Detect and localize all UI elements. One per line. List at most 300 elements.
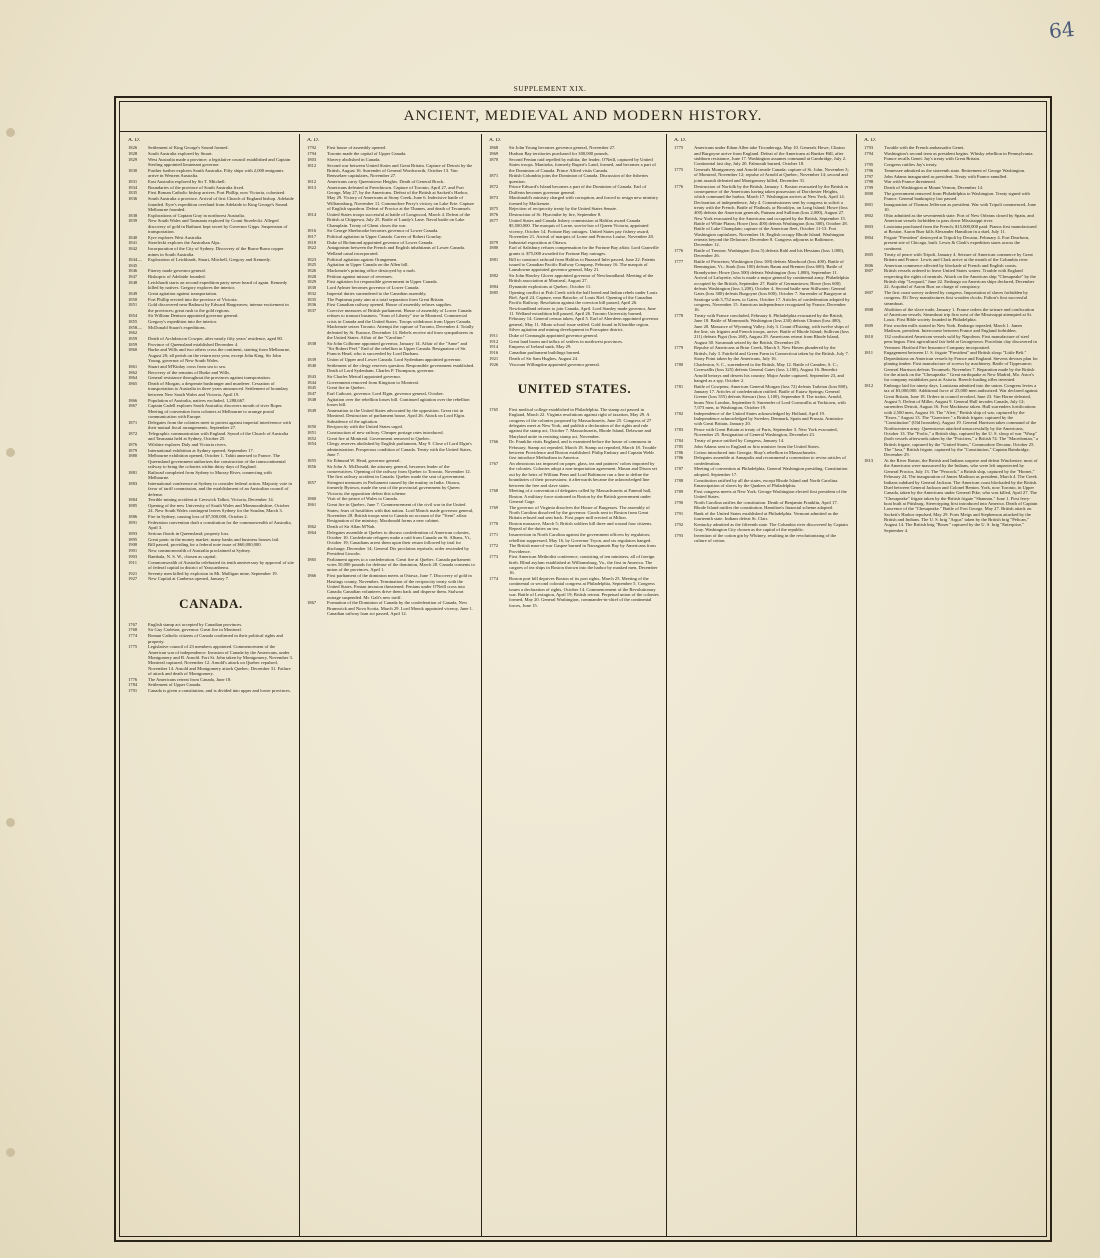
timeline-entry (128, 503, 294, 514)
timeline-entry (307, 245, 475, 256)
entry-year: 1841 (128, 240, 138, 246)
supplement-label: SUPPLEMENT XIX. (513, 84, 587, 93)
entry-year: 1851 (128, 302, 138, 308)
entry-text: An obnoxious tax imposed on paper, glass, tea and painters' colors imported by the colonies. Colonies adopt a non-importation agreement. Mason and Dixon set out by the heirs of William Penn and Lord Baltimore run a line to define the boundaries of their possessions; it afterwards became the acknowledged line between the free and slave states. (509, 461, 657, 488)
timeline-entry (307, 374, 475, 379)
timeline-entry (307, 151, 475, 156)
entry-year: 1851 (307, 429, 317, 435)
timeline-entry (128, 280, 294, 291)
timeline-entry (128, 560, 294, 571)
entry-text: Delegates assemble at Quebec to discuss confederation of American colonies, October 10. Confederate refugees make a raid from Canada on St. Albans, Vt., October 19; Canadians arrest them upon their return followed by trial for discharge, December 14; General Dix proclaims reprisals; order rescinded by President Lincoln. (327, 529, 472, 557)
entry-year: 1812 (307, 162, 317, 168)
timeline-entry (307, 385, 475, 390)
entry-text: Political agitation against Orangemen. (327, 256, 398, 262)
timeline-entry (489, 488, 660, 504)
entry-year: 1864 (307, 529, 317, 535)
entry-year: 1866 (307, 573, 317, 579)
timeline-entry (307, 257, 475, 262)
entry-text: Abolition of the slave trade, January 1. France orders the seizure and confiscation of American vessels. Steamboat trip first west of the Mississippi attempted at St. Louis. First Bible society founded in Philadelphia. (884, 306, 1035, 323)
entry-text: Formation of the Dominion of Canada by the confederation of Canada, New Brunswick and Nova Scotia, March 29. Lord Monck appointed viceroy, June 1. Canadian railway loan act passed, April 12. (327, 600, 474, 617)
timeline-entry (489, 362, 660, 367)
timeline-entry (128, 240, 294, 245)
column-divider (666, 134, 667, 1236)
entry-year: 1845 (307, 385, 317, 391)
entry-text: Industrial exposition at Ottawa. (509, 239, 567, 245)
timeline-entry (864, 252, 1038, 263)
entry-year: 1914 (489, 344, 499, 350)
timeline-entry (489, 151, 660, 156)
timeline-entry (307, 458, 475, 463)
entry-year: 1781 (674, 383, 684, 389)
entry-year: 1842 (128, 246, 138, 252)
entry-year: 1813 (864, 458, 874, 464)
entry-year: 1846 (128, 268, 138, 274)
entry-text: First congress meets at New York. George Washington elected first president of the United States. (694, 488, 847, 499)
timeline-entry (307, 363, 475, 374)
entry-year: 1840 (307, 362, 317, 368)
column-4 (668, 138, 856, 1234)
entry-text: Petition against misuse of revenues. (327, 273, 393, 279)
entry-year: 1884 (489, 284, 499, 290)
entry-text: Boundaries of the province of South Australia fixed. (148, 184, 245, 190)
entry-year: 1912 (489, 338, 499, 344)
timeline-entry (128, 268, 294, 273)
timeline-entry (307, 557, 475, 573)
entry-text: Frigate "President" destroyed at Tripoli by Decatur, February 4. Fort Dearborn, present site of Chicago, built. Lewis & Clark's expedition starts across the continent. (884, 235, 1030, 251)
entry-text: Americans carry Queenstown Heights. Death of General Brock. (327, 178, 445, 184)
entry-year: 1867 (307, 600, 317, 606)
entry-year: 1873 (489, 195, 499, 201)
entry-text: At the River Raisin, the British and Indians surprise and defeat Winchester; most of the Americans were massacred by the Indians, who were left unprotected by General Proctor, July 13. The "Peacock," a British ship, captured by the "Hornet," February 24. The inauguration of James Madison as president, March 4. The Creek Indians subdued by General Jackson. The American coast blockaded by the British. Duel between General Jackson and Colonel Benton. York, now Toronto, in Upper Canada, taken by the Americans under General Pike, who was killed, April 27. The "Chesapeake" frigate taken by the British frigate "Shannon," June 1. First ferry-boat built at Pittsburg. Stereotyping first introduced into America. Death of Captain Lawrence of the "Chesapeake." Battle of Fort George, May 27. British attack on Sackett's Harbor repulsed, May 29. Forts Meigs and Stephenson attacked by the British and Indians. The U. S. brig "Argus" taken by the British brig "Pelican," August 14. The British brig "Boxer" captured by the U. S. brig "Enterprise," September 4. (884, 458, 1038, 533)
entry-year: 1774 (128, 633, 138, 639)
entry-year: 1768 (489, 488, 499, 494)
entry-text: Coercive measures of British parliament. House of assembly of Lower Canada refuses to transact business. "Sons of Liberty" rise in Montreal. Commercial crisis in Canada and the United States. Troops withdrawn from Upper Canada. Mackenzie seizes Toronto. Attempt the capture of Toronto, December 4. Totally defeated by St. Eustace, December 14. Rebels receive aid from sympathizers in the United States. Affair of the "Caroline." (327, 308, 474, 340)
timeline-entry (128, 291, 294, 296)
entry-year: 1835 (307, 296, 317, 302)
timeline-entry (128, 688, 294, 693)
timeline-entry (307, 341, 475, 357)
timeline-entry (489, 173, 660, 184)
revolution-entries (674, 145, 850, 543)
timeline-entry (128, 542, 294, 547)
entry-text: Invention of the cotton gin by Whitney, resulting in the revolutionizing of the culture of cotton. (694, 532, 837, 544)
entry-text: Bank of the United States established at Philadelphia. Vermont admitted as the fourteenth state. Indians defeat St. Clair. (694, 510, 839, 522)
entry-text: Canadian parliament buildings burned. (509, 350, 581, 356)
entry-text: Opening conflict at Fish Creek with the half breed and Indian rebels under Louis Riel, April 24. Capture, near Batoche, of Louis Riel. Opening of the Canadian Pacific Railway. Resolution against the coercion bill passed, April 26. Newfoundland refuses to join Canada, April. Lord Stanley made governor, June 11. Welland extradition bill passed, April 26. Toronto University burned, February 14. General census taken, April 5. Earl of Aberdeen appointed governor general, May 11. Minto school issue settled. Gold found in Klondike region. Silver agitation and mining development in Porcupine district. (509, 289, 659, 333)
entry-text: New Capital at Canberra opened, January 7. (148, 576, 230, 582)
entry-year: 1839 (307, 357, 317, 362)
entry-text: Tennessee admitted as the sixteenth state. Retirement of George Washington. (884, 167, 1026, 173)
timeline-entry (674, 384, 850, 411)
timeline-entry (489, 532, 660, 543)
entry-year: 1790 (674, 499, 684, 505)
entry-year: 1769 (489, 504, 499, 510)
entry-text: Second Fenian raid repelled by militia; the leader, O'Neill, captured by United States troops. Manitoba, formerly Rupert's Land, formed, and becomes a part of the Dominion of Canada. Prince Alfred visits Canada. (509, 156, 656, 173)
entry-text: Louisiana purchased from the French; $15,000,000 paid. Pianos first manufactured at Boston. Aaron Burr kills Alexander Hamilton in a duel, July 11. (884, 224, 1037, 235)
entry-text: Gregory's expedition into the interior. (148, 319, 218, 325)
entry-year: 1775 (128, 644, 138, 650)
entry-text: Hudson Bay territories purchased for 300,000 pounds. (509, 151, 609, 157)
entry-year: 1803 (307, 156, 317, 162)
entry-year: 1832 (307, 290, 317, 296)
timeline-entry (674, 145, 850, 166)
timeline-entry (307, 212, 475, 228)
timeline-entry (864, 202, 1038, 213)
entry-year: 1872 (128, 430, 138, 436)
timeline-entry (128, 537, 294, 542)
timeline-entry (128, 213, 294, 218)
entry-year: 1784 (674, 438, 684, 444)
entry-text: Insurrection in North Carolina against the government officers by regulators; rebellion suppressed, May 16, by Governor Tryon, and six regulators hanged. (509, 532, 652, 543)
timeline-entry (674, 500, 850, 511)
column-divider (481, 134, 482, 1236)
entry-year: 1847 (128, 274, 138, 280)
entry-text: Leichhardt starts on second expedition party never heard of again. Kennedy killed by natives. Gregory explores the interior. (148, 279, 288, 291)
entry-year: 1855 (128, 319, 138, 325)
entry-text: Sir John Hawley Glover appointed governor of Newfoundland. Meeting of the British association at Montreal, August 27. (509, 272, 654, 284)
entry-text: New South Wales and Tasmania explored by Count Strzelecki. Alleged discovery of gold in Bathurst kept secret by Governor Gipps. Suspension of transportation. (148, 218, 288, 235)
entry-year: 1783 (674, 427, 684, 433)
entry-year: 1850 (128, 296, 138, 302)
entry-text: Bambala, N. S. W., chosen as capital. (148, 553, 217, 559)
timeline-entry (489, 184, 660, 195)
timeline-entry (128, 677, 294, 682)
entry-year: 1835 (128, 190, 138, 196)
entry-text: Battle of Cowpens; American General Morgan (loss 72) defeats Tarleton (loss 800), January 17. Articles of confederation ratified. Battle of Eutaw Springs; General Greene (loss 555) defeats Stewart (loss 1,100), September 8. The traitor, Arnold, burns New London, September 6. Surrender of Lord Cornwallis at Yorktown, with 7,073 men, to Washington, October 19. (694, 383, 848, 410)
timeline-entry (128, 364, 294, 369)
entry-text: The Papineau party aim at a total separation from Great Britain. (327, 296, 445, 302)
timeline-entry (307, 573, 475, 600)
entry-text: Macdonald's ministry charged with corruption, and forced to resign new ministry formed by Mackenzie. (509, 195, 659, 206)
entry-year: 1857 (307, 480, 317, 486)
timeline-entry (674, 438, 850, 443)
entry-text: Death of Archdeacon Cowper, after nearly fifty years' residence, aged 80. (148, 336, 283, 342)
timeline-entry (489, 576, 660, 608)
entry-text: Repulse of Americans at Briar Creek, March 3. New Haven plundered by the British, July 3. Fairfield and Green Farm in Connecticut taken by the British, July 7. Stony Point taken by the Americans, July 16. (694, 345, 849, 362)
timeline-entry (489, 356, 660, 361)
entry-year: 1817 (307, 233, 317, 239)
timeline-entry (489, 257, 660, 273)
entry-text: Embargo laid for ninety days. Louisiana admitted into the union. Congress levies a tax of $3,000,000. Additional force of 25,000 men authorized. War declared against Great Britain, June 18. Orders in council revoked, June 23. Van Horne defeated, August 5. Defeat of Miller, August 9. General Hull invades Canada, July 12; surrenders Detroit, August 16. Fort Mackinaw taken. Hull surrenders fortifications with 2,500 men, August 16. The "Alert," British ship of war, captured by the "Essex," August 13. The "Guerriere," a British frigate, captured by the "Constitution" (Old Ironsides), August 19. General Harrison takes command of the Northwestern army. Queenstown attacked unsuccessfully by the Americans, October 13. The "Frolic," a British ship, captured by the U. S. sloop of war "Wasp" (both vessels afterwards taken by the "Poictiers," a British 74. The "Macedonian," a British frigate, captured by the "United States," Commodore Decatur, October 25. The "Java," British frigate, captured by the "Constitution," Captain Bainbridge, December 29. (884, 382, 1038, 458)
timeline-entry (489, 554, 660, 575)
entry-year: 1847 (307, 391, 317, 397)
entry-text: Peace with Great Britain at treaty of Paris, September 3. New York evacuated, November 25. Resignation of General Washington, December 23. (694, 427, 838, 438)
entry-year: 1792 (674, 521, 684, 527)
entry-year: 1793 (674, 532, 684, 538)
timeline-entry (128, 313, 294, 318)
entry-text: Sir Guy Carleton, governor. Great fire in Montreal. (148, 627, 242, 633)
entry-text: General resistance throughout the provinces against transportation. (148, 375, 271, 381)
entry-year: 1797 (864, 173, 874, 179)
entry-year: 1787 (674, 466, 684, 472)
entry-text: Cotton introduced into Georgia. Shay's rebellion in Massachusetts. (694, 449, 817, 455)
entry-year: 1869 (489, 151, 499, 157)
timeline-entry (128, 554, 294, 559)
entry-year: 1794 (864, 151, 874, 157)
entry-year: 1798 (864, 179, 874, 185)
entry-year: 1802 (864, 212, 874, 218)
entry-text: Meeting of a convention of delegates called by Massachusetts at Faneuil hall, Boston. A military force stationed in Boston by the British government under General Gage. (509, 488, 652, 504)
entry-year: 1926 (489, 361, 499, 367)
entry-year: 1811 (864, 350, 874, 356)
entry-text: Roman Catholic citizens of Canada confirmed in their political rights and property. (148, 633, 283, 644)
timeline-entry (674, 313, 850, 345)
entry-text: Washington's second term as president begins. Whisky rebellion in Pennsylvania. France recalls Genet. Jay's treaty with Great Britain. (884, 151, 1034, 162)
timeline-entry (864, 458, 1038, 533)
page-number: 64 (1047, 16, 1076, 44)
entry-text: Treaty with France concluded, February 6. Philadelphia evacuated by the British, June 18. Battle of Monmouth; Washington (loss 230) defeats Clinton (loss 400), June 28. Massacre of Wyoming Valley, July 3. Count d'Estaing, with twelve ships of the line, six frigates and French troops, arrive. Battle of Rhode Island; Sullivan (loss 211) defeats Pigot (loss 260), August 29. Americans retreat from Rhode Island, August 30. Savannah seized by the British, December 29. (694, 312, 849, 345)
timeline-entry (489, 344, 660, 349)
entry-text: Boston port bill deprives Boston of its port rights, March 25. Meeting of the continental or second colonial congress at Philadelphia, September 5. Congress issues a declaration of rights, October 14. Commencement of the Revolutionary war. Battle of Lexington, April 19; British retreat. Perpetual union of the colonies formed, May 20. General Washington, commander-in-chief of the continental forces, June 15. (509, 576, 659, 608)
entry-text: Sir George Sherbrooke becomes governor of Lower Canada. (327, 228, 439, 234)
entry-text: First medical college established in Philadelphia. The stamp act passed in England, March 22. Virginia resolutions against right of taxation, May 29. A congress of the colonies proposed by Massachusetts, June 25. Congress of 27 delegates meet at New York, and publish a declaration of the rights and rule against the stamp act, October 7. Massachusetts, Rhode Island, Delaware and Maryland unite in resisting stamp act, November. (509, 406, 652, 439)
timeline-entry (307, 163, 475, 179)
timeline-entry (307, 262, 475, 267)
entry-year: 1766 (489, 439, 499, 445)
entry-text: Death of Washington at Mount Vernon, December 14. (884, 185, 984, 191)
timeline-entry (128, 448, 294, 453)
entry-year: 1808 (864, 306, 874, 312)
timeline-entry (128, 633, 294, 644)
entry-year: 1856 (307, 463, 317, 469)
entry-text: Railroad completed from Sydney to Murray River, connecting with Melbourne. (148, 469, 272, 481)
entry-text: British vessels ordered to leave United States waters. Trouble with England respecting the rights of neutrals. Attack on the American ship "Chesapeake" by the British ship "Leopard," June 22. Embargo on American ships declared, December 22. Acquittal of Aaron Burr on charge of conspiracy. (884, 268, 1036, 290)
entry-year: 1814 (307, 211, 317, 217)
entry-year: 1825 (307, 262, 317, 268)
timeline-entry (307, 302, 475, 307)
entry-text: First American Methodist conference, consisting of ten ministers, all of foreign birth. Blind asylum established at Williamsburg, Va., the first in America. The cargoes of tea ships in Boston thrown into the harbor by masked men, December 16. (509, 554, 658, 576)
entry-year: 1884 (128, 497, 138, 503)
timeline-entry (864, 263, 1038, 268)
entry-year: 1876 (128, 441, 138, 447)
entry-year: 1848 (128, 279, 138, 285)
entry-text: Americans defeated at Frenchtown. Capture of Toronto, April 27, and Fort George, May 27, by the Americans. Defeat of the British at Sackett's Harbor, May 29. Victory of Americans at Stony Creek, June 6. Indecisive battle of Williamsburg, November 11. Commodore Perry's victory on Lake Erie. Capture of English squadron. Defeat of Proctor at the Thames, and death of Tecumseh. (327, 184, 475, 212)
timeline-entry (307, 397, 475, 408)
entry-text: North Carolina ratifies the constitution. Death of Benjamin Franklin, April 17. Rhode Island ratifies the constitution. Hamilton's financial scheme adopted. (694, 499, 838, 511)
entry-year: 1792 (307, 145, 317, 151)
entry-year: 1872 (489, 184, 499, 190)
entry-year: 1875 (489, 206, 499, 212)
entry-text: Agitation over the rebellion losses bill. Continued agitation over the rebellion losses bill. (327, 396, 470, 408)
entry-text: Opening of the new University of South Wales and Monmouthshire, October 24. New South Wales contingent leaves Sydney for the Soudan, March 3. (148, 502, 290, 514)
entry-text: Province of Queensland established December 4. (148, 341, 239, 347)
timeline-entry (489, 439, 660, 460)
timeline-entry (307, 600, 475, 616)
entry-year: 1868 (489, 145, 499, 151)
entry-text: Sir William Denison appointed governor general. (148, 313, 239, 319)
entry-year: 1768 (128, 627, 138, 633)
entry-year: 1879 (489, 239, 499, 245)
entry-year: 1770 (489, 521, 499, 527)
timeline-entry (489, 339, 660, 344)
timeline-entry (674, 259, 850, 312)
entry-text: Serious floods in Queensland; property loss. (148, 530, 230, 536)
entry-year: 1828 (307, 273, 317, 279)
entry-text: Melbourne exhibition opened, October 1. Tahiti annexed to France. The Queensland government authorizes the construction of the transcontinental railway to bring the colonies within thirty days of England. (148, 453, 286, 469)
entry-year: 1799 (864, 185, 874, 191)
timeline-entry (674, 444, 850, 449)
entry-year: 1849 (307, 407, 317, 413)
timeline-entry (307, 240, 475, 245)
entry-year: 1805 (864, 251, 874, 257)
timeline-entry (674, 184, 850, 248)
entry-text: Population of Australia, natives excluded, 1,288,667. (148, 397, 246, 403)
entry-year: 1767 (489, 461, 499, 467)
entry-text: English stamp act accepted by Canadian provinces. (148, 621, 243, 627)
entry-year: 1782 (674, 410, 684, 416)
timeline-entry (128, 347, 294, 363)
entry-text: Antagonism between the French and English inhabitants of Lower Canada. Welland canal incorporated. (327, 245, 466, 256)
entry-year: 1849 (128, 290, 138, 296)
entry-text: First house of assembly opened. (327, 145, 387, 151)
timeline-entry (674, 450, 850, 455)
entry-text: Terrible mining accident at Creswick Talbot, Victoria, December 14. (148, 497, 274, 503)
entry-text: Inauguration of Thomas Jefferson as president. War with Tripoli commenced, June 10. (884, 201, 1036, 213)
entry-text: Annexation to the United States advocated by the opposition. Great riot in Montreal. Destruction of parliament house, April 26. Attack on Lord Elgin. Subsidence of the agitation. (327, 407, 466, 424)
timeline-entry (674, 478, 850, 489)
ad-label: A. D. (307, 138, 320, 143)
early-republic-entries (864, 145, 1038, 533)
entry-text: Sir John Colborne appointed governor, January 14. Affair of the "Anne" and "Sir Robert Peel." End of the rebellion in Upper Canada. Resignation of Sir Francis Head, who is succeeded by Lord Durham. (327, 340, 468, 357)
entry-year: 1836 (128, 196, 138, 202)
entry-text: Federation convention draft a constitution for the commonwealth of Australia, April 3. (148, 519, 292, 531)
timeline-entry (307, 145, 475, 150)
entry-text: Great fire in Quebec, June 7. Commencement of the civil war in the United States; fears of hostilities with that nation. Lord Monck made governor general, November 28. British troops sent to Canada on account of the "Trent" affair. Resignation of the ministry; Macdonald forms a new cabinet. (327, 502, 474, 524)
entry-year: 1800 (864, 190, 874, 196)
entry-text: Stringent measures in Parliament caused by the mutiny in India. Ottawa, formerly Bytown, made the seat of the provincial government by Queen Victoria; the opposition defeat this scheme. (327, 480, 461, 496)
entry-text: Construction of new railway. Cheaper postage rates introduced. (327, 429, 444, 435)
entry-text: Gold discovered near Bathurst by Edward Hargreaves; intense excitement in the provinces; great rush to the gold regions. (148, 302, 289, 313)
timeline-entry (864, 145, 1038, 150)
entry-year: 1775 (674, 145, 684, 151)
timeline-entry (128, 420, 294, 431)
timeline-entry (128, 470, 294, 481)
entry-text: Ohio admitted as the seventeenth state. Port of New Orleans closed by Spain, and American vessels forbidden to pass down Mississippi river. (884, 212, 1034, 224)
entry-text: Great agitation against transportation. (148, 290, 218, 296)
entry-text: Further further explores South Australia. Fifty ships with 2,000 emigrants arrive in Western Australia. (148, 167, 284, 179)
entry-year: 1822 (307, 245, 317, 251)
timeline-entry (128, 622, 294, 627)
entry-text: Imperial duties surrendered to the Canadian assembly. (327, 290, 427, 296)
timeline-entry (307, 424, 475, 429)
entry-year: 1812 (864, 382, 874, 388)
entry-text: Explorations of Captain Gray in northwest Australia. (148, 212, 246, 218)
entry-text: Battle of Princeton; Washington (loss 100) defeats Mawhood (loss 400). Battle of Bennington, Vt.; Stark (loss 100) defeats Baum and Bremen (loss 600). Battle of Brandywine; Howe (loss 500) defeats Washington (loss 1,000), September 11. Arrival of Lafayette, who is made a major general by continental army. Philadelphia occupied by the British, September 27. Battle of Germantown; Howe (loss 600) defeats Washington (loss 1,200), October 4. Second battle near Stillwater; General Gates (loss 300) defeats Burgoyne (loss 600), October 7. Surrender of Burgoyne at Saratoga with 5,752 men, to Gates, October 17. Articles of confederation adopted by congress, November 15. American independence recognized by France, December 16. (694, 259, 850, 313)
entry-year: 1882 (489, 272, 499, 278)
timeline-entry (307, 357, 475, 362)
timeline-entry (128, 157, 294, 168)
timeline-entry (128, 168, 294, 179)
timeline-entry (864, 383, 1038, 458)
timeline-entry (489, 543, 660, 554)
entry-text: Union of Upper and Lower Canada. Lord Sydenham appointed governor. (327, 357, 462, 362)
timeline-entry (864, 213, 1038, 224)
entry-text: American commerce affected by blockade of French and English coasts. (884, 262, 1018, 268)
timeline-entry (307, 308, 475, 340)
entry-year: 1767 (128, 621, 138, 627)
entry-year: 1921 (128, 570, 138, 576)
entry-year: 1830 (128, 167, 138, 173)
entry-text: Fort Phillip erected into the province of Victoria. (148, 296, 238, 302)
column-divider (856, 134, 857, 1236)
timeline-entry (128, 179, 294, 184)
entry-year: 1885 (128, 502, 138, 508)
entry-year: 1881 (128, 469, 138, 475)
timeline-entry (307, 228, 475, 233)
entry-year: 1895 (128, 536, 138, 542)
entry-text: Political agitation in Upper Canada. Career of Robert Gourlay. (327, 233, 443, 239)
timeline-entry (128, 319, 294, 324)
timeline-entry (128, 571, 294, 576)
entry-text: Strzelecki explores the Australian Alps. (148, 240, 221, 246)
timeline-entry (307, 430, 475, 435)
entry-year: 1862 (128, 369, 138, 375)
entry-year: 1813 (307, 184, 317, 190)
timeline-entry (489, 461, 660, 488)
entry-year: 1859 (128, 341, 138, 347)
entry-year: 1867 (128, 403, 138, 409)
entry-year: 1803 (864, 224, 874, 230)
timeline-entry (489, 284, 660, 289)
timeline-entry (674, 466, 850, 477)
timeline-entry (128, 302, 294, 313)
entry-year: 1831 (128, 178, 138, 184)
entry-text: War with France threatened. (884, 179, 936, 185)
entry-text: First woolen mills started in New York. Embargo repealed, March 1. James Madison, president. Intercourse between France and England forbidden. (884, 322, 1023, 334)
timeline-entry (674, 533, 850, 544)
ad-label: A. D. (864, 138, 877, 143)
entry-year: 1776 (128, 676, 138, 682)
timeline-entry (128, 196, 294, 212)
entry-year: 1911 (489, 332, 499, 338)
timeline-entry (307, 464, 475, 480)
timeline-entry (307, 524, 475, 529)
timeline-entry (489, 240, 660, 245)
entry-year: 1893 (128, 530, 138, 536)
timeline-entry (307, 380, 475, 385)
column-5 (858, 138, 1044, 1234)
united-states-heading: UNITED STATES. (517, 380, 632, 396)
entry-year: 1780 (674, 361, 684, 367)
timeline-entry (864, 168, 1038, 173)
timeline-entry (489, 290, 660, 333)
entry-year: 1836 (307, 302, 317, 308)
entry-text: The first coast survey ordered by congress. Importation of slaves forbidden by congress. Eli Terry manufactures first wooden clocks. Fulton's first successful steamboat. (884, 290, 1028, 306)
entry-text: Stuart and M'Kinlay cross from sea to sea. (148, 363, 226, 369)
timeline-entry (128, 342, 294, 347)
canada-heading: CANADA. (179, 595, 243, 611)
entry-text: Clergy reserves abolished by English parliament, May 9. Close of Lord Elgin's administration. Prosperous condition of Canada. Treaty with the United States, June 7. (327, 441, 472, 458)
entry-text: Incorporation of the City of Sydney. Discovery of the Burra-Burra copper mines in South Australia. (148, 246, 284, 257)
entry-year: 1786 (674, 455, 684, 461)
timeline-entry (128, 257, 294, 268)
entry-text: Bishopric of Adelaide founded. (148, 274, 206, 280)
timeline-entry (489, 195, 660, 206)
entry-text: Duke of Richmond appointed governor of Lower Canada. (327, 239, 434, 245)
entry-year: 1838 (307, 340, 317, 346)
canada-entries-continued (307, 145, 475, 616)
entry-text: Earl Cathcart, governor. Lord Elgin, governor general, October. (327, 391, 444, 397)
timeline-entry (128, 627, 294, 632)
entry-text: Treaty of peace ratified by Congress, January 14. (694, 438, 785, 444)
entry-text: The Americans retreat from Canada, June 18. (148, 676, 232, 682)
entry-text: Death of Morgan, a desperate bushranger and murderer. Cessation of transportation to Australia in three years announced. Settlement of boundary between New South Wales and Victoria, April 19. (148, 381, 289, 397)
timeline-entry (128, 453, 294, 469)
entry-text: Sir John Young becomes governor general, November 27. (509, 145, 616, 151)
page-title: ANCIENT, MEDIEVAL AND MODERN HISTORY. (403, 108, 763, 124)
entry-text: Captain Cadell explores South Australia; discovers mouth of river Roper. Meeting of convention from colonies at Melbourne to arrange postal communication with Europe. (148, 403, 283, 419)
timeline-entry (307, 436, 475, 441)
